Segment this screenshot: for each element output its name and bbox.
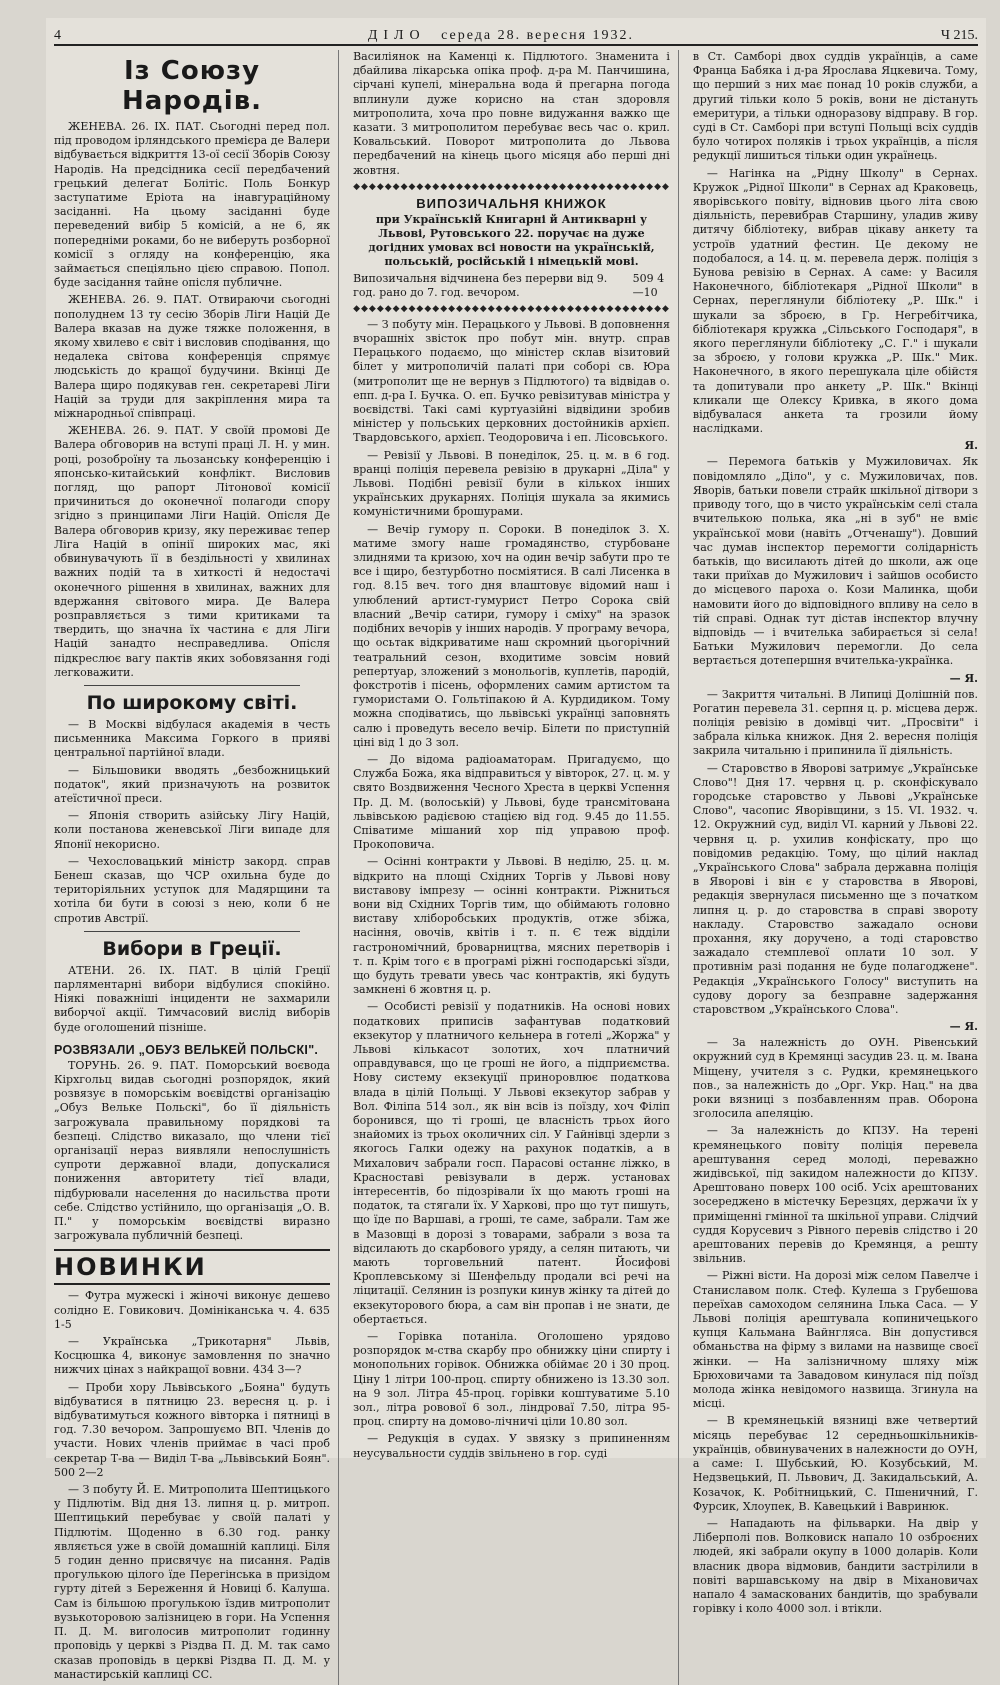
headline-news: НОВИНКИ bbox=[54, 1249, 330, 1285]
news-item: — Вечір гумору п. Сороки. В понеділок 3. Х. матиме змогу наше громадянство, стурбоване злиднями та кризою, хоч на один вечір забути про те все і щиро, безтурботно посміятися. В салі Лисенка в год. 8.15 веч. того дня влаштовує відомий наш і улюблений артист-гумурист Петро Сорока свій власний „Вечір сатири, гумору і сміху" на зразок подібних вечорів у інших народів. У програму вечора, що осьтак відкриватиме наш скромний цьогорічний театральний сезон, входитиме зовсім новий репертуар, зложений з монольогів, куплетів, пародій, фокстротів і пісень, оформлених самим артистом та гумористами О. Гольтіпакою й А. Курдидиком. Тому можна сподіватись, що львівські українці заповнять салю і проведуть весело вечір. Білети по приступній ціні від 1 до 3 зол. bbox=[353, 522, 670, 749]
news-item: — З побуту мін. Перацького у Львові. В доповнення вчорашніх звісток про побут мін. внутр. справ Перацького подаємо, що міністер склав візитовий білет у митрополичій палаті при соборі св. Юра (митрополит ще не вернув з Підлютого) та відвідав о. епп. д-ра І. Бучка. О. еп. Бучко ревізитував міністра у воєвідстві. Такі самі куртуазійні відвідини зробив міністер у польських церковних достойників архієп. Твардовського, архієп. Теодоровича і еп. Лісовського. bbox=[353, 317, 670, 445]
article-paragraph: ТОРУНЬ. 26. 9. ПАТ. Поморський воєвода Кірхгольц видав сьогодні розпорядок, який розвязує в поморськім воєвідстві організацію „Обуз Вельке Польскі", бо її діяльність загрожувала правильному порядкові та безпеці. Слідство виказало, що члени тієї організації нераз виявляли непослушність супроти державної влади, допускалися пониження авторитету тієї влади, підбурювали населення до насильства проти себе. Слідство устійнило, що організація „О. В. П." у поморськім воєвідстві виразно загрожувала публичній безпеці. bbox=[54, 1058, 331, 1243]
ad-footer bbox=[353, 272, 670, 300]
masthead bbox=[54, 18, 978, 46]
article-paragraph: — Більшовики вводять „безбожницький податок", який призначують на розвиток атеїстичної преси. bbox=[54, 763, 331, 805]
article-paragraph: ЖЕНЕВА. 26. ІХ. ПАТ. Сьогодні перед пол. під проводом ірляндського премієра де Валери відбувається відкриття 13-ої сесії Зборів Союзу Народів. На предсідника сесії передбачений грецький делегат Болітіс. Поль Бонкур заступатиме Еріота на інавгураційному засіданні. На цьому засіданні буде переведений вибір 5 комісій, а не 6, як попередніми роками, бо не виберуть розборної комісії з огляду на конференцію, яка займається спеціяльно цією справою. Попол. буде засідання тайне опісля публичне. bbox=[54, 120, 331, 290]
news-item: в Ст. Самборі двох суддів українців, а саме Франца Бабяка і д-ра Ярослава Яцкевича. Тому, що перший з них має понад 10 років служби, а другий тільки коло 5 років, вони не дістануть емеритури, а тільки одноразову відправу. В гор. суді в Ст. Самборі при вступі Польщі всіх суддів було чотирох поляків і трьох українців, а після редукції лишиться тільки один українець. bbox=[692, 50, 978, 163]
column-2 bbox=[353, 50, 679, 1685]
ornament-divider: ◆◆◆◆◆◆◆◆◆◆◆◆◆◆◆◆◆◆◆◆◆◆◆◆◆◆◆◆◆◆◆◆◆◆◆◆◆◆◆◆ bbox=[353, 181, 670, 192]
news-item: — З побуту Й. Е. Митрополита Шептицького у Підлютім. Від дня 13. липня ц. р. митроп. Шептицький перебуває у своїй палаті у Підлютім. Щоденно в 6.30 год. ранку являється уже в своїй домашній каплиці. Біля 5 годин денно присвячує на писання. Радів прогулькою цілого їде Перегінська в призідом гурту дітей з Береження й Новиці б. Калуша. Сам із більшою прогулькою їздив митрополит вузькоторовою залізницею в гори. На Успення П. Д. М. виголосив митрополит годинну проповідь у церкві з Різдва П. Д. М. так само сказав проповідь в церкві Різдва П. Д. М. у манастирській каплиці СС. bbox=[54, 1483, 331, 1681]
issue-date: середа 28. вересня 1932. bbox=[441, 28, 635, 43]
news-item: — Ріжні вісти. На дорозі між селом Павелче і Станиславом полк. Стеф. Кулеша з Грубешова переїхав самоходом селянина Ілька Саса. — У Львові поліція арештувала копиничецького купця Кальмана Вайнгляса. Він допустився обманьства на фірму з вилами на назвище своєї жінки. — На залізничному шляху між Брюховичами та Завадовом кинулася під поїзд молода жінка невідомого назвища. Згинула на місці. bbox=[692, 1269, 978, 1411]
author-signature: — Я. bbox=[949, 671, 978, 685]
news-item: — Осінні контракти у Львові. В неділю, 25. ц. м. відкрито на площі Східних Торгів у Львові нову виставову імпрезу — осінні контракти. Ріжниться вони від Східних Торгів тим, що обіймають головно виставу хліборобських продуктів, отже збіжа, насіння, овочів, квітів і т. п. Є теж відділи гастрономічний, броварництва, мясних перетворів і т. п. Крім того є в програмі ріжні господарські зїзди, що будуть тревати увесь час контрактів, які будуть замкнені 6 жовтня ц. р. bbox=[353, 855, 670, 997]
news-item: — Редукція в судах. У звязку з припиненням неусувальности суддів звільнено в гор. суді bbox=[353, 1432, 670, 1460]
headline-obuz: РОЗВЯЗАЛИ „ОБУЗ ВЕЛЬКЕЙ ПОЛЬСКІ". bbox=[54, 1042, 319, 1057]
author-signature: — Я. bbox=[949, 1020, 978, 1034]
author-signature: Я. bbox=[964, 439, 978, 453]
columns bbox=[54, 50, 978, 1681]
news-item: — Проби хору Львівського „Бояна" будуть відбуватися в пятницю 23. вересня ц. р. і відбуватимуться кожного вівторка і пятниці в год. 7.30 вечором. Запрошуємо ВП. Членів до участи. Нових членів приймає в часі проб секретар Т-ва — Виділ Т-ва „Львівський Боян". 500 2—2 bbox=[54, 1380, 331, 1479]
news-item: — За належність до КПЗУ. На терені кремянецького повіту поліція перевела арештування серед молоді, переважно жидівської, під закидом належности до КПЗУ. Арештовано поверх 100 осіб. Усіх арештованих зосереджено в містечку Березцях, держачи їх у приміщенні гмінної та шкільної управи. Слідчий суддя Корусевич з Рівного перевів слідство і 20 арештованих перевів до Кремянця, а решту звільнив. bbox=[692, 1124, 978, 1266]
page-number: 4 bbox=[54, 28, 61, 43]
news-item: — Горівка потаніла. Оголошено урядово розпорядок м-ства скарбу про обнижку ціни спирту і монопольних горівок. Обнижка обіймає 20 і 30 проц. Ціну 1 літри 100-проц. спирту обнижено із 13.30 зол. на 9 зол. Літра 45-проц. горівки коштуватиме 5.10 зол., літра ровової 6 зол., ліндроваї 7.50, літра 95-проц. спирту на домово-лічничі ціли 10.80 зол. bbox=[353, 1330, 670, 1429]
ad-code: 509 4—10 bbox=[632, 271, 665, 299]
paper-title: ДІЛО bbox=[367, 28, 426, 43]
newspaper-page bbox=[46, 18, 986, 1681]
article-paragraph: АТЕНИ. 26. ІХ. ПАТ. В цілій Греції парляментарні вибори відбулися спокійно. Ніякі поважніші інциденти не захмарили виборчої акції. Тимчасовий вислід виборів буде оголошений пізніше. bbox=[54, 963, 331, 1034]
ad-hours: Випозичальня відчинена без перерви від 9. год. рано до 7. год. вечором. bbox=[353, 271, 608, 299]
article-paragraph: — Чехословацький міністр закорд. справ Бенеш сказав, що ЧСР охильна буде до територіяльних уступок для Мадярщини та хотіла би бути в союзі з нею, коли б не спротив Австрії. bbox=[54, 854, 331, 925]
article-paragraph: — В Москві відбулася академія в честь письменника Максима Горкого в приявi центральної партійної влади. bbox=[54, 717, 331, 760]
news-item: — Старовство в Яворові затримує „Українське Слово"! Дня 17. червня ц. р. сконфіскувало городське старовство у Львові „Українське Слово", часопис Яворівщини, з 15. VI. 1932. ч. 12. Окружний суд, виділ VI. карний у Львові 22. червня ц. р. ухилив конфіскату, про що повідомив редакцію. Тому, що цілий наклад „Українського Слова" забрала державна поліція в Яворові і він є у старовства в Яворові, редакція звернулася письменно ще з початком липня ц. р. до старовства в справі звороту накладу. Старовство зажадало основи прохання, яку доручено, а тоді старовство зажадало стемплевої оплати 10 зол. У противнім разі подання не буде полагоджене". Редакція „Українського Голосу" виступить на судову дорогу за безправне задержання старовством „Українського Слова". bbox=[692, 761, 978, 1016]
column-3 bbox=[693, 50, 978, 1685]
ad-body: при Українській Книгарні й Антикварні у Львові, Рутовського 22. поручає на дуже догідних умовах всі новости на українській, польській, російській і німецькій мові. bbox=[368, 212, 655, 268]
section-divider bbox=[84, 685, 300, 686]
article-paragraph: — Японія створить азійську Лігу Націй, коли постанова женевської Ліги випаде для Японії некорисно. bbox=[54, 809, 331, 851]
masthead-center bbox=[368, 28, 634, 44]
headline-wide-world: По широкому світі. bbox=[86, 691, 298, 714]
section-divider bbox=[84, 931, 300, 932]
ornament-divider: ◆◆◆◆◆◆◆◆◆◆◆◆◆◆◆◆◆◆◆◆◆◆◆◆◆◆◆◆◆◆◆◆◆◆◆◆◆◆◆◆ bbox=[353, 303, 670, 314]
news-item: — До відома радіоаматорам. Пригадуємо, що Служба Божа, яка відправиться у вівторок, 27. ц. м. у свято Воздвиження Чесного Хреста в церкві Успення Пр. Д. М. (волоській) у Львові, буде трансмітована львівською радієвою стацією від год. 9.45 до 11.55. Співатиме мішаний хор під управою проф. Прокоповича. bbox=[353, 752, 670, 852]
news-item: — За належність до ОУН. Рівенський окружний суд в Кремянці засудив 23. ц. м. Івана Міщену, учителя з с. Рудки, кремянецького пов., за належність до „Орг. Укр. Нац." на два роки вязниці з позбавленням прав. Оборона зголосила апеляцію. bbox=[692, 1036, 978, 1121]
column-1 bbox=[54, 50, 339, 1685]
article-paragraph: Василіянок на Каменці к. Підлютого. Знаменита і дбайлива лікарська опіка проф. д-ра М. Панчишина, сірчані купелі, мінеральна вода й прегарна погода вплинули дуже корисно на стан здоровля митрополита, хоча про повне видужання важко ще казати. З митрополитом перебуває весь час о. крил. Ковальський. Поворот митрополита до Львова передбачений на кінець цього місяця або перші дні жовтня. bbox=[353, 50, 670, 177]
headline-greece-elections: Вибори в Греції. bbox=[102, 937, 282, 960]
article-paragraph: ЖЕНЕВА. 26. 9. ПАТ. У своїй промові Де Валера обговорив на вступі праці Л. Н. у мин. році, розоброїну та льозанську конференцію і японсько-китайський конфлікт. Висловив погляд, що рапорт Літонової комісії причиниться до оконечної полагоди спору згідно з принципами Ліги Націй. Опісля Де Валера обговорив кризу, яку переживає тепер Ліга Націй в опінії широких мас, які обвинувачують її в бездільності у хвилинах важних подій та в хиткості й недостачі оконечного рішення в хвилинах, важних для вдержання світового мира. Де Валера розправляється з тими критиками та твердить, що значна їх частина є для Ліги Націй занадто несправедлива. Опісля підкреслює вагу пактів яких зобовязання годі легковажити. bbox=[54, 424, 331, 679]
news-item: — Футра мужескі і жіночі виконує дешево солідно Е. Говикович. Домініканська ч. 4. 635 1-5 bbox=[54, 1289, 331, 1331]
news-item: — Нападають на фільварки. На двір у Ліберполі пов. Волковиск напало 10 озброєних людей, які забрали окупу в 1000 доларів. Коли власник двора відмовив, бандити застрілили в повіті варшавському на двір в Міхановичах напало 4 замаскованих бандитів, що зрабували горівку і коло 4000 зол. і втікли. bbox=[692, 1516, 978, 1616]
issue-number: Ч 215. bbox=[940, 28, 978, 43]
ad-title: ВИПОЗИЧАЛЬНЯ КНИЖОК bbox=[416, 195, 607, 211]
article-paragraph: ЖЕНЕВА. 26. 9. ПАТ. Отвираючи сьогодні пополуднем 13 ту сесію Зборів Ліги Націй Де Валера вказав на дуже тяжке положення, в якому хвилево є світ і висловив сподівання, що недалека світова конференція спрямує людськість до кращої будучини. Вкінці Де Валера щиро подякував ген. секретареві Ліги Націй за труди для закріплення мира та міжнародньої співпраці. bbox=[54, 293, 331, 421]
news-item: — Закриття читальні. В Липиці Долішній пов. Рогатин перевела 31. серпня ц. р. місцева держ. поліція ревізію в домівці чит. „Просвіти" і забрала кілька книжок. Дня 2. вересня поліція закрила читальню і припинила її діяльність. bbox=[692, 687, 978, 758]
news-item: — Перемога батьків у Мужиловичах. Як повідомляло „Діло", у с. Мужиловичах, пов. Яворів, батьки повели страйк шкільної дітвори з приводу того, що в чисто українськім селі стала вчителькою полька, яка „ні в зуб" не вміє української мови (навіть „Отченашу"). Довший час думав інспектор перемогти солідарність батьків, що висилають дітей до школи, аж оце таки приїхав до Мужилович і зайшов особисто до місцевого пароха о. Кози Малинка, щоби намовити його до відповідного впливу на село в тій справі. Однак тут дістав інспектор влучну відповідь — і вчителька забирається зі села! Батьки Мужилович перемогли. До села вертається дотепершня вчителька-українка. bbox=[692, 455, 978, 668]
news-item: — Нагінка на „Рідну Школу" в Сернах. Кружок „Рідної Школи" в Сернах ад Краковець, яворівського повіту, відновив цього літа свою діяльність, перевибрав Старшину, уладив живу дитячу бібліотеку, вибрав цікаву анкету та устроїв удатний фестин. Це декому не подобалося, а 14. ц. м. перевела держ. поліція з Бунова ревізію в Сернах. А саме: у Василя Наконечного, бібліотекаря „Рідної Школи" в Сернах, переглянули бібліотеку „Р. Шк." і шукали за зброєю, в Гр. Негребітчика, бібліотекаря кружка „Сільського Господаря", в якого переглянули бібліотеку „С. Г." і шукали за зброєю, у голови кружка „Р. Шк." Мик. Наконечного, в якого перешукала ціле обійстя та допитували про анкету „Р. Шк." Вкінці кликали ще Олексу Кривка, в якого дома відбувалася анкета та грозили йому наслідками. bbox=[692, 166, 978, 436]
news-item: — Особисті ревізії у податників. На основі нових податкових приписів зафантував податковий екзекутор у платничого кельнера в готелі „Жоржа" у Львові кількасот золотих, хоч платничий оправдувався, що це гроші не його, а підприємства. Нову систему екзекуції приноровлює податкова влада в цілій Польщі. У Львові екзекутор забрав у Вол. Філіпа 514 зол., як він всів із поїзду, хоч Філіп боронився, що ті гроші, це власність трьох його знайомих із трьох околичних сіл. У Гайнівці здерли з якогось Галки одежу на рахунок податків, а в Михалович забрали госп. Парасові останнє ліжко, в Красноставі ревізували в держ. установах інтересентів, бо підозрівали їх що мають гроші на податок, та стягали їх. У Харкові, про що тут пишуть, що їде по Варшаві, а гроші, те саме, забрали. Там же в Мазовщі в дорозі з товарами, забрали з воза та відсилають до скарбового уряду, а селян питають, чи мають торговельний патент. Йосифові Кроплевському зі Шенфельду продали всі речі на ліцитації. Селянин із розпуки кинув жінку та дітей до екзекуторового бюра, а сам він пропав і не знати, де обертається. bbox=[353, 1000, 670, 1326]
news-item: — Ревізії у Львові. В понеділок, 25. ц. м. в 6 год. вранці поліція перевела ревізію в друкарні „Діла" у Львові. Подібні ревізії були в кількох інших українських друкарнях. Поліція шукала за якимись комуністичними брошурами. bbox=[353, 448, 670, 519]
news-item: — Українська „Трикотарня" Львів, Косцюшка 4, виконує замовлення по значно нижчих цінах з найкращої вовни. 434 3—? bbox=[54, 1335, 331, 1377]
headline-league-of-nations: Із Союзу Народів. bbox=[122, 56, 263, 116]
news-item: — В кремянецькій вязниці вже четвертий місяць перебуває 12 середньошкільників-українців, обвинувачених в належности до ОУН, а саме: І. Шубський, Ю. Козубський, М. Недзвецький, П. Львович, Д. Закидальський, А. Козачок, К. Робітницький, С. Пшеничний, Г. Фурсик, Хлоупек, В. Кавецький і Вавринюк. bbox=[692, 1414, 978, 1513]
